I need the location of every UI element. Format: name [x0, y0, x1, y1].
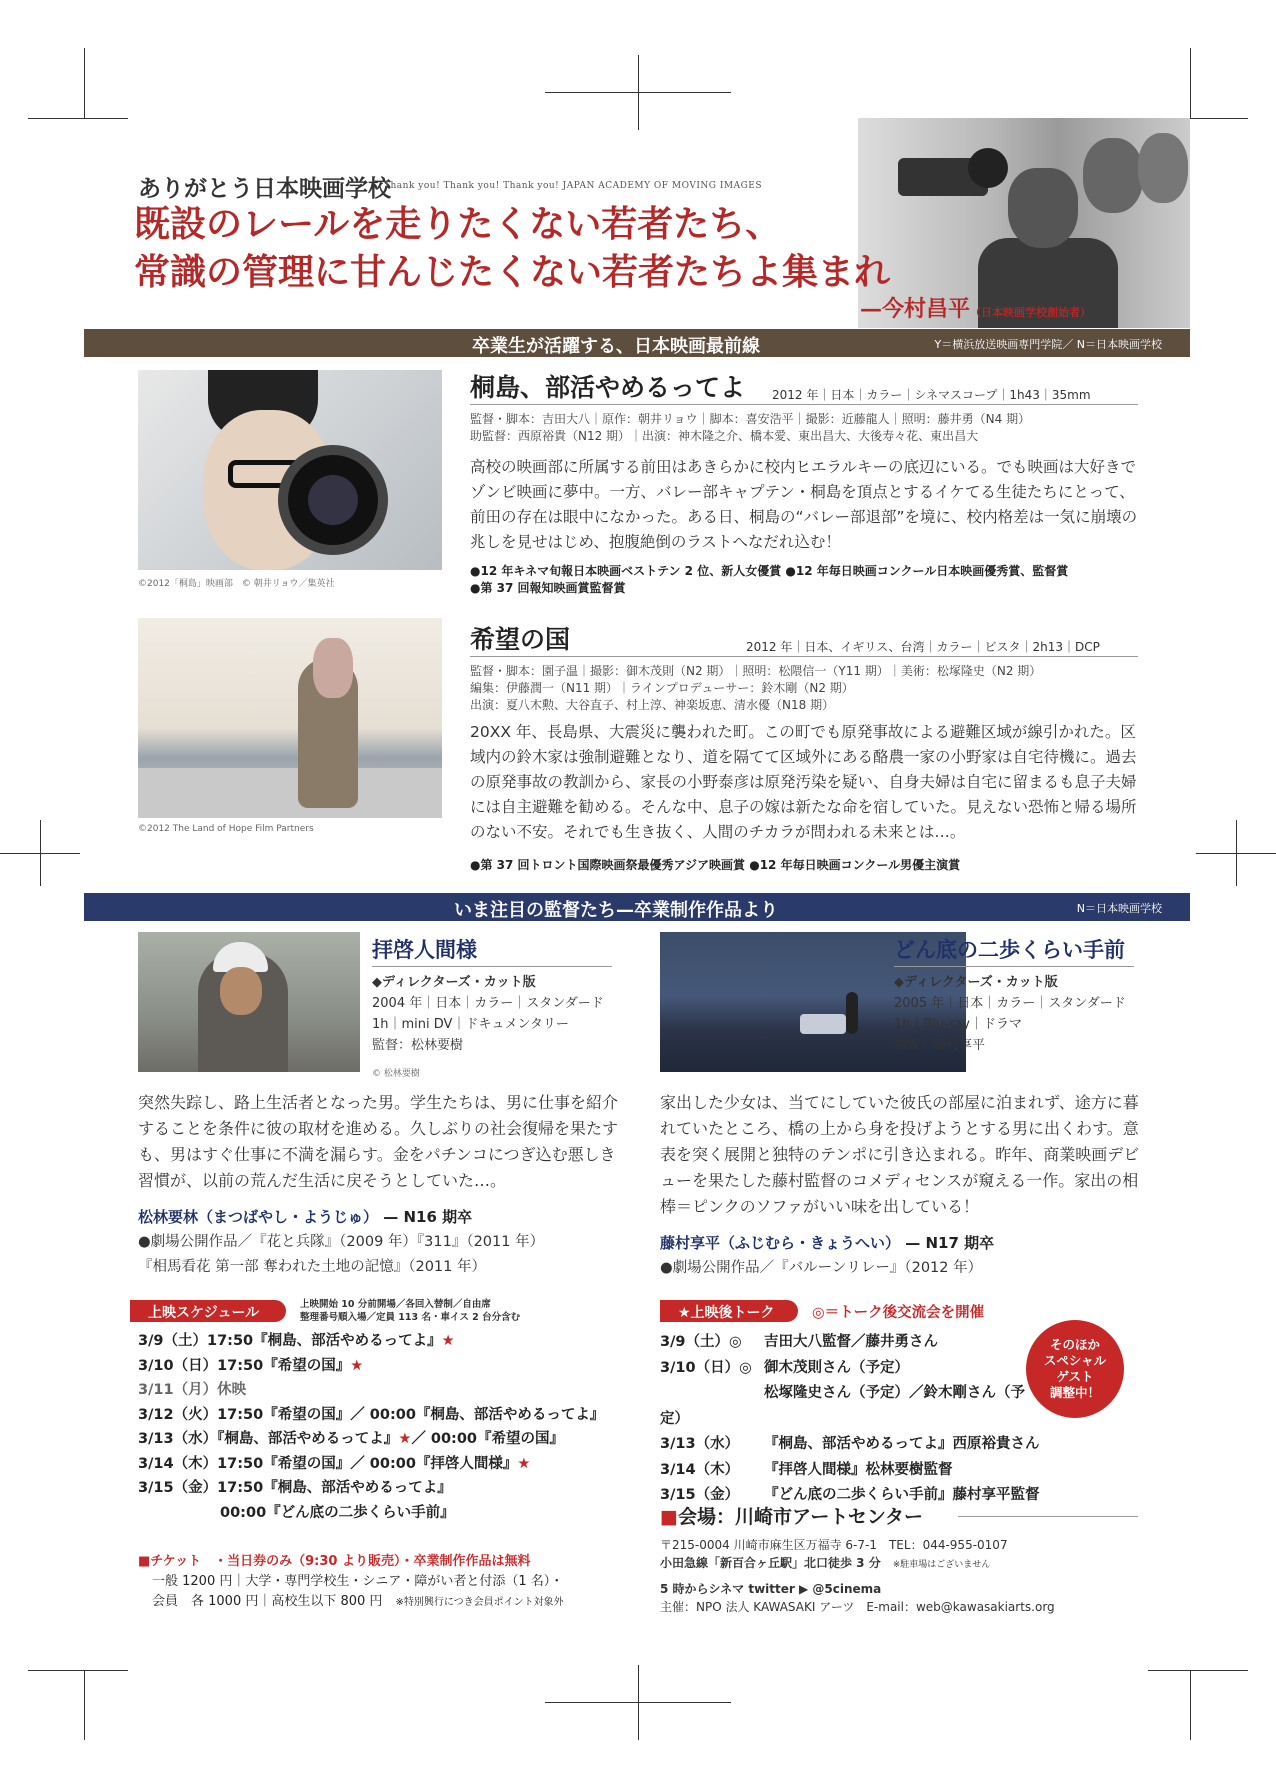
film4-director: [660, 1232, 994, 1253]
crop-mark: [1190, 1670, 1191, 1740]
talk-date: 3/15（金）: [660, 1487, 740, 1503]
talk-guest: 松塚隆史さん（予定）／鈴木剛さん（予定）: [660, 1385, 1025, 1427]
film3-synopsis: 突然失踪し、路上生活者となった男。学生たちは、男に仕事を紹介することを条件に彼の取材を進める。久しぶりの社会復帰を果たすも、男はすぐ仕事に不満を漏らす。金をパチンコにつぎ込む悪しき習慣が、以前の荒んだ生活に戻そうとしていた…。: [138, 1093, 619, 1190]
schedule-row: 3/11（月）休映: [138, 1382, 247, 1398]
credit-line: 監督・脚本：園子温｜撮影：御木茂則（N2 期）｜照明：松隈信一（Y11 期）｜美術：松塚隆史（N2 期）: [470, 664, 1042, 678]
divider: [372, 966, 612, 967]
venue-info: [660, 1536, 1160, 1616]
band-title: いま注目の監督たち—卒業制作作品より: [454, 900, 778, 921]
venue-title: [660, 1502, 923, 1529]
credit-line: 出演：夏八木勲、大谷直子、村上淳、神楽坂恵、清水優（N18 期）: [470, 698, 835, 712]
divider: [470, 656, 1138, 657]
talk-guest: 御木茂則さん（予定）: [764, 1359, 909, 1376]
crop-mark: [28, 118, 128, 119]
schedule-row: [138, 1427, 658, 1452]
talk-guest: 『拝啓人間様』松林要樹監督: [764, 1461, 953, 1478]
talk-date: 3/14（木）: [660, 1461, 740, 1478]
talk-date: 3/10（日）◎: [660, 1359, 752, 1376]
works-line: ●劇場公開作品／『花と兵隊』（2009 年）『311』（2011 年）: [138, 1234, 545, 1250]
film1-caption: ©2012「桐島」映画部 © 朝井リョウ／集英社: [138, 579, 335, 589]
film2-caption: ©2012 The Land of Hope Film Partners: [138, 824, 314, 834]
film3-director: [138, 1206, 472, 1227]
cut-label: ◆ディレクターズ・カット版: [372, 975, 536, 990]
row-text: 3/13（水）『桐島、部活やめるってよ』: [138, 1431, 399, 1447]
director-name: 藤村享平（ふじむら・きょうへい）: [660, 1234, 901, 1252]
ticket-label: ■チケット: [138, 1554, 202, 1569]
talk-subtitle: ◎＝トーク後交流会を開催: [812, 1305, 985, 1321]
works-line: ●劇場公開作品／『バルーンリレー』（2012 年）: [660, 1260, 983, 1276]
director-name: 松林要林（まつばやし・ようじゅ）: [138, 1208, 379, 1226]
cut-label: ◆ディレクターズ・カット版: [894, 975, 1058, 990]
film1-still: [138, 370, 442, 570]
english-tagline: Thank you! Thank you! Thank you! JAPAN ACADEMY OF MOVING IMAGES: [384, 181, 763, 191]
schedule-row: [138, 1452, 658, 1477]
talk-label: ★上映後トーク: [660, 1300, 798, 1322]
film1-title: 桐島、部活やめるってよ: [470, 373, 746, 402]
crop-mark: [40, 820, 41, 886]
badge-line: スペシャル: [1043, 1353, 1107, 1368]
film4-title: どん底の二歩くらい手前: [894, 938, 1125, 962]
film3-title: 拝啓人間様: [372, 938, 477, 962]
band-title: 卒業生が活躍する、日本映画最前線: [472, 336, 760, 357]
note-line: 上映開始 10 分前開場／各回入替制／自由席: [300, 1299, 491, 1310]
crop-mark: [84, 1670, 85, 1740]
divider: [894, 966, 1134, 967]
film1-awards: [470, 563, 1190, 597]
school-name: ありがとう日本映画学校: [138, 175, 391, 202]
divider: [958, 1516, 1138, 1517]
schedule-row: [138, 1329, 658, 1354]
talk-date: 3/13（水）: [660, 1436, 740, 1452]
badge-line: そのほか: [1049, 1337, 1100, 1352]
access-note: ※駐車場はございません: [892, 1560, 991, 1570]
schedule-row: [138, 1354, 658, 1379]
ticket-prices: 会員 各 1000 円｜高校生以下 800 円: [152, 1594, 383, 1609]
schedule-list: [138, 1329, 658, 1525]
crop-mark: [638, 1665, 639, 1740]
row-text: 3/14（木）17:50『希望の国』／ 00:00『拝啓人間様』: [138, 1455, 518, 1472]
film3-still: [138, 932, 360, 1072]
row-text: 3/10（日）17:50『希望の国』: [138, 1357, 351, 1374]
info-line: 監督：藤村享平: [894, 1038, 986, 1053]
ticket-prices: 一般 1200 円｜大学・専門学校生・シニア・障がい者と付添（1 名）・: [152, 1574, 564, 1589]
band-note: Y＝横浜放送映画専門学院／ N＝日本映画学校: [934, 338, 1162, 351]
film2-synopsis: 20XX 年、長島県、大震災に襲われた町。この町でも原発事故による避難区域が線引かれた。区域内の鈴木家は強制避難となり、道を隔てて区域外にある酪農一家の小野家は自宅待機に。過去の原発事故の教訓から、家長の小野泰彦は原発汚染を疑い、自身夫婦は自宅に留まるも息子夫婦には自主避難を勧める。そんな中、息子の嫁は新たな命を宿していた。見えない恐怖と帰る場所のない不安。それでも生き抜く、人間のチカラが問われる未来とは…。: [470, 723, 1137, 841]
star-mark: ★: [398, 1431, 412, 1447]
divider: [470, 404, 1138, 405]
ticket-note: ・当日券のみ（9:30 より販売）: [214, 1554, 401, 1569]
film3-works: [138, 1230, 638, 1280]
star-mark: ★: [441, 1333, 455, 1349]
film4-info: [894, 972, 1164, 1056]
crop-mark: [1236, 820, 1237, 886]
organizer: 主催：NPO 法人 KAWASAKI アーツ E-mail：web@kawasakiarts.org: [660, 1600, 1055, 1614]
talk-list: [660, 1330, 1040, 1509]
film3-caption: © 松林要樹: [372, 1069, 420, 1079]
talk-row: [660, 1330, 1040, 1356]
info-line: 2004 年｜日本｜カラー｜スタンダード: [372, 996, 604, 1011]
credit-line: 監督・脚本：吉田大八｜原作：朝井リョウ｜脚本：喜安浩平｜撮影：近藤龍人｜照明：藤井勇（N4 期）: [470, 412, 1031, 426]
star-mark: ★: [350, 1357, 364, 1374]
award-line: ●12 年キネマ旬報日本映画ベストテン 2 位、新人女優賞 ●12 年毎日映画コンクール日本映画優秀賞、監督賞: [470, 564, 1069, 578]
row-text: 3/9（土）17:50『桐島、部活やめるってよ』: [138, 1333, 442, 1349]
crop-mark: [84, 48, 85, 118]
talk-guest: 『桐島、部活やめるってよ』西原裕貴さん: [764, 1436, 1040, 1452]
band-note: N＝日本映画学校: [1076, 902, 1162, 915]
film2-meta: 2012 年｜日本、イギリス、台湾｜カラー｜ビスタ｜2h13｜DCP: [746, 640, 1100, 654]
director-grad: — N17 期卒: [905, 1234, 995, 1252]
director-grad: — N16 期卒: [383, 1208, 473, 1226]
venue-access: 小田急線「新百合ヶ丘駅」北口徒歩 3 分: [660, 1556, 881, 1570]
crop-mark: [1148, 1670, 1248, 1671]
badge-line: 調整中！: [1049, 1385, 1100, 1400]
film1-meta: 2012 年｜日本｜カラー｜シネマスコープ｜1h43｜35mm: [772, 388, 1091, 402]
schedule-label: 上映スケジュール: [130, 1300, 286, 1322]
info-line: 監督：松林要樹: [372, 1038, 464, 1053]
film1-synopsis: 高校の映画部に所属する前田はあきらかに校内ヒエラルキーの底辺にいる。でも映画は大好きでゾンビ映画に夢中。一方、バレー部キャプテン・桐島を頂点とするイケてる生徒たちにとって、前田の存在は眼中になかった。ある日、桐島の“バレー部退部”を境に、校内格差は一気に崩壊の兆しを見せはじめ、抱腹絶倒のラストへなだれ込む！: [470, 458, 1138, 551]
crop-mark: [28, 1670, 128, 1671]
row-text: ／ 00:00『希望の国』: [411, 1431, 565, 1447]
signature: [860, 292, 1091, 323]
section-band-1: [84, 329, 1190, 357]
talk-row: [660, 1356, 1040, 1382]
headline-line1: 既設のレールを走りたくない若者たち、: [134, 203, 782, 245]
talk-row: [660, 1458, 1040, 1484]
film4-synopsis: 家出した少女は、当てにしていた彼氏の部屋に泊まれず、途方に暮れていたところ、橋の上から身を投げようとする男に出くわす。意表を突く展開と独特のテンポに引き込まれる。昨年、商業映画デビューを果たした藤村監督のコメディセンスが窺える一作。家出の相棒＝ピンクのソファがいい味を出している！: [660, 1093, 1140, 1216]
schedule-row: 3/15（金）17:50『桐島、部活やめるってよ』: [138, 1480, 452, 1496]
works-line: 『相馬看花 第一部 奪われた土地の記憶』（2011 年）: [138, 1259, 486, 1275]
badge-line: ゲスト: [1056, 1369, 1094, 1384]
film2-still: [138, 618, 442, 818]
twitter-link[interactable]: 5 時からシネマ twitter ▶ @5cinema: [660, 1582, 882, 1596]
film2-credits: [470, 663, 1150, 714]
ticket-info: [138, 1552, 658, 1613]
award-line: ●第 37 回トロント国際映画祭最優秀アジア映画賞 ●12 年毎日映画コンクール男優主演賞: [470, 858, 961, 872]
schedule-notes: [300, 1298, 520, 1324]
special-guest-badge: [1026, 1320, 1124, 1418]
talk-guest: 『どん底の二歩くらい手前』藤村享平監督: [764, 1487, 1040, 1503]
award-line: ●第 37 回報知映画賞監督賞: [470, 581, 626, 595]
ticket-footnote: ※特別興行につき会員ポイント対象外: [395, 1597, 564, 1608]
venue-name: 会場：川崎市アートセンター: [677, 1506, 924, 1528]
film2-title: 希望の国: [470, 625, 571, 654]
headline-line2: 常識の管理に甘んじたくない若者たちよ集まれ: [134, 251, 891, 293]
talk-guest: 吉田大八監督／藤井勇さん: [764, 1334, 938, 1350]
square-icon: ■: [660, 1506, 678, 1528]
film1-credits: [470, 411, 1150, 445]
schedule-row: 3/12（火）17:50『希望の国』／ 00:00『桐島、部活やめるってよ』: [138, 1406, 605, 1423]
info-line: 1h｜mini DV｜ドキュメンタリー: [372, 1017, 569, 1032]
talk-row: [660, 1432, 1040, 1458]
credit-line: 編集：伊藤潤一（N11 期）｜ラインプロデューサー：鈴木剛（N2 期）: [470, 681, 854, 695]
section-band-2: [84, 893, 1190, 921]
credit-line: 助監督：西原裕貴（N12 期）｜出演：神木隆之介、橋本愛、東出昌大、大後寿々花、東出昌大: [470, 429, 979, 443]
ticket-note: ・卒業制作作品は無料: [400, 1554, 531, 1569]
star-mark: ★: [517, 1455, 531, 1472]
crop-mark: [638, 55, 639, 130]
info-line: 1h｜Blu-ray｜ドラマ: [894, 1017, 1022, 1032]
schedule-row: 00:00『どん底の二歩くらい手前』: [220, 1504, 455, 1521]
info-line: 2005 年｜日本｜カラー｜スタンダード: [894, 996, 1126, 1011]
signature-note: （日本映画学校創始者）: [970, 306, 1092, 319]
venue-address: 〒215-0004 川崎市麻生区万福寺 6-7-1 TEL：044-955-0107: [660, 1538, 1008, 1552]
talk-date: 3/9（土）◎: [660, 1334, 742, 1350]
talk-row: [660, 1381, 1040, 1432]
headline: [134, 200, 890, 296]
film3-info: [372, 972, 632, 1056]
signature-name: —今村昌平: [860, 296, 971, 322]
film2-awards: [470, 857, 1190, 874]
film4-works: [660, 1256, 1140, 1281]
note-line: 整理番号順入場／定員 113 名・車イス 2 台分含む: [300, 1312, 521, 1323]
crop-mark: [1190, 48, 1191, 118]
